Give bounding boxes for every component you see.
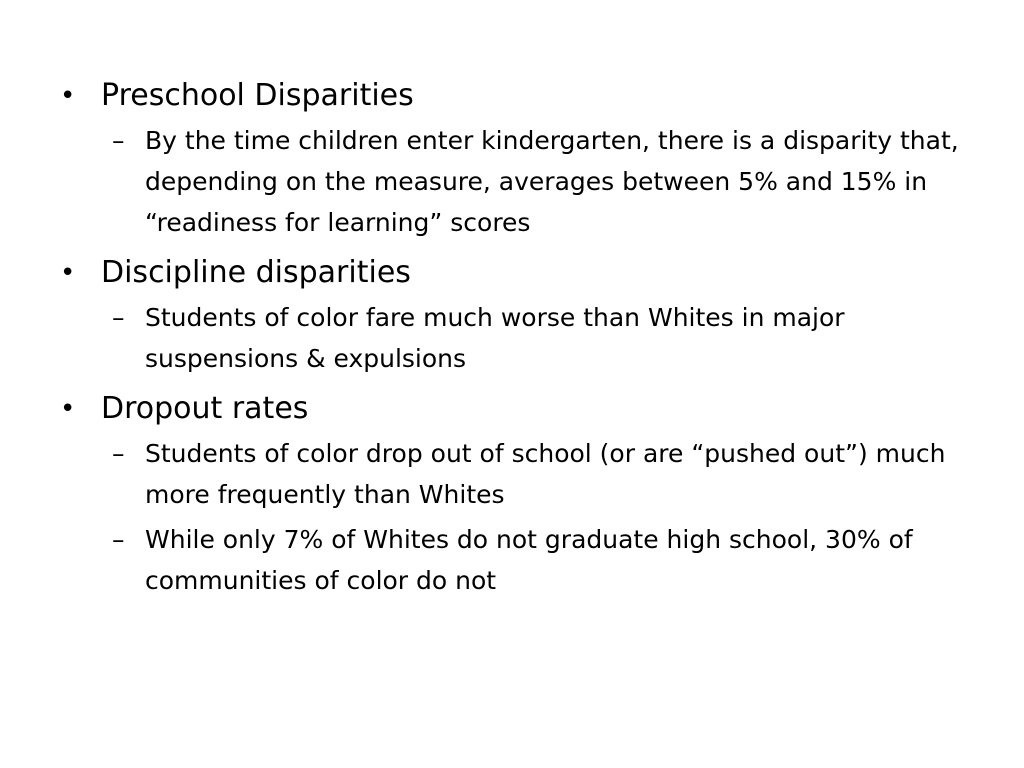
sub-bullet-text: Students of color fare much worse than Whites in major suspensions & expulsions [145,303,845,373]
bullet-marker: • [60,258,76,288]
bullet-discipline-disparities [60,253,980,293]
sub-bullet-suspensions [60,297,980,379]
sub-bullet-readiness [60,120,980,243]
bullet-marker: • [60,81,76,111]
bullet-heading: Discipline disparities [101,255,411,290]
sub-bullet-text: By the time children enter kindergarten, there is a disparity that, depending on the measure, averages between 5% and 15% in “readiness for learning” scores [145,126,959,237]
bullet-marker: • [60,394,76,424]
bullet-heading: Dropout rates [101,391,309,426]
sub-bullet-text: While only 7% of Whites do not graduate high school, 30% of communities of color do not [145,525,913,595]
dash-marker: – [112,439,125,468]
dash-marker: – [112,126,125,155]
bullet-heading: Preschool Disparities [101,78,414,113]
bullet-dropout-rates [60,389,980,429]
slide-content [60,76,980,601]
dash-marker: – [112,525,125,554]
sub-bullet-graduation [60,519,980,601]
sub-bullet-text: Students of color drop out of school (or are “pushed out”) much more frequently than Whites [145,439,946,509]
dash-marker: – [112,303,125,332]
bullet-preschool-disparities [60,76,980,116]
sub-bullet-drop-out [60,433,980,515]
